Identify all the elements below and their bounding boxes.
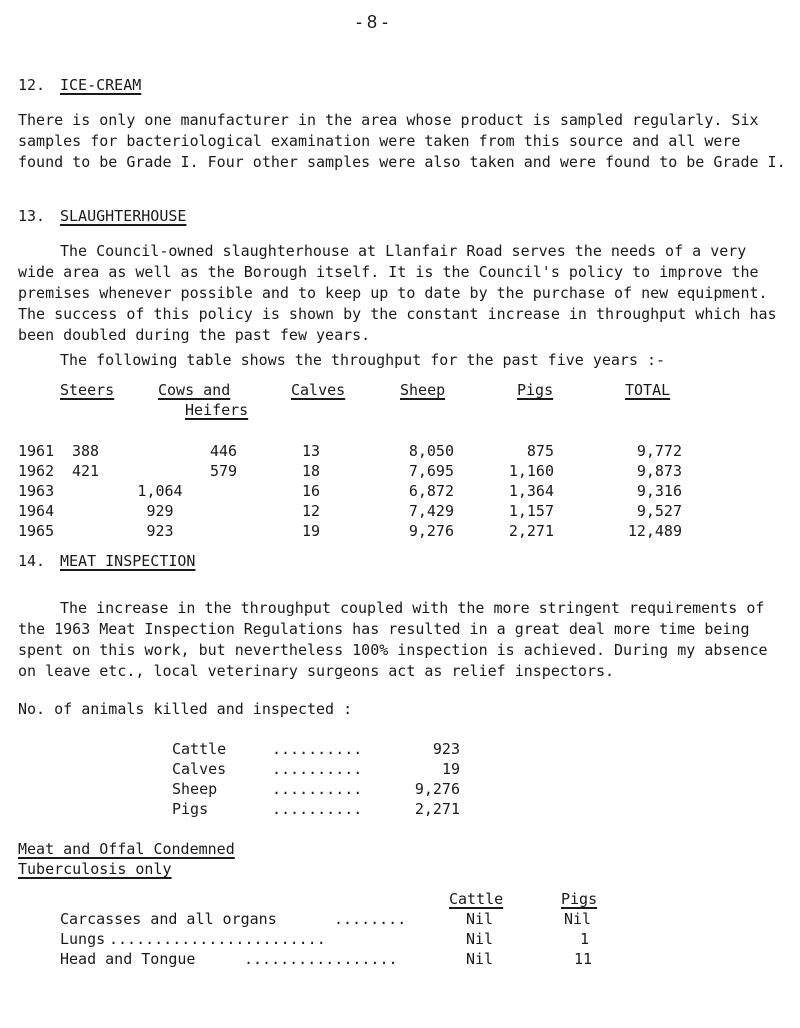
col-header-pigs: Pigs: [517, 381, 554, 399]
col-header-total: TOTAL: [625, 381, 671, 399]
row-pigs: 2,271: [508, 522, 554, 540]
leader-dots: ........................: [109, 930, 326, 948]
section-14-heading: MEAT INSPECTION: [60, 552, 196, 570]
row-sheep: 8,050: [408, 442, 454, 460]
leader-dots: .................: [244, 950, 398, 968]
condemned-label: Lungs: [60, 930, 106, 948]
row-pigs: 1,160: [508, 462, 554, 480]
section-14-number: 14.: [18, 552, 46, 570]
row-cows-steers-combined: 1,064: [137, 482, 183, 500]
condemned-header-pigs: Pigs: [561, 890, 598, 908]
killed-label: Sheep: [172, 780, 218, 798]
row-year: 1965: [18, 522, 55, 540]
condemned-label: Carcasses and all organs: [60, 910, 277, 928]
condemned-pigs: Nil: [564, 910, 592, 928]
condemned-cattle: Nil: [466, 930, 494, 948]
row-steers: 421: [72, 462, 100, 480]
killed-title: No. of animals killed and inspected :: [18, 700, 353, 718]
page-number: - 8 -: [356, 12, 389, 32]
killed-value: 923: [432, 740, 460, 758]
leader-dots: ........: [334, 910, 407, 928]
row-total: 9,316: [636, 482, 682, 500]
row-total: 9,873: [636, 462, 682, 480]
leader-dots: ..........: [272, 740, 363, 758]
section-14-text: The increase in the throughput coupled with the more stringent requirements of the 1963 Meat Inspection Regulations has resulted in a great deal more time being spent on this work, but nevertheless 100% inspection is achieved. During my absence on leave etc., local veterinary surgeons act as relief inspectors.: [18, 599, 768, 680]
col-header-calves: Calves: [291, 381, 346, 399]
section-12-heading: ICE-CREAM: [60, 76, 142, 94]
row-sheep: 6,872: [408, 482, 454, 500]
leader-dots: ..........: [272, 800, 363, 818]
leader-dots: ..........: [272, 760, 363, 778]
row-pigs: 1,364: [508, 482, 554, 500]
row-calves: 12: [301, 502, 320, 520]
row-year: 1962: [18, 462, 55, 480]
row-sheep: 7,429: [408, 502, 454, 520]
col-header-cows: Cows and: [158, 381, 231, 399]
section-12-text: There is only one manufacturer in the area whose product is sampled regularly. Six samples for bacteriological examination were taken from this source and all were found to be Grade I. Four other samples were also taken and were found to be Grade I.: [18, 111, 786, 171]
row-calves: 13: [301, 442, 320, 460]
killed-label: Cattle: [172, 740, 227, 758]
section-13-heading: SLAUGHTERHOUSE: [60, 207, 187, 225]
condemned-cattle: Nil: [466, 910, 494, 928]
condemned-pigs: 11: [574, 950, 593, 968]
section-13-text: The Council-owned slaughterhouse at Llanfair Road serves the needs of a very wide area as well as the Borough itself. It is the Council's policy to improve the premises whenever possible and to keep up to date by the purchase of new equipment. The success of this policy is shown by the constant increase in throughput which has been doubled during the past few years.: [18, 242, 777, 344]
col-header-sheep: Sheep: [400, 381, 446, 399]
leader-dots: ..........: [272, 780, 363, 798]
killed-value: 2,271: [414, 800, 460, 818]
killed-label: Calves: [172, 760, 227, 778]
row-pigs: 875: [526, 442, 554, 460]
condemned-label: Head and Tongue: [60, 950, 196, 968]
condemned-pigs: 1: [580, 930, 590, 948]
killed-value: 9,276: [414, 780, 460, 798]
row-cows-steers-combined: 929: [146, 502, 174, 520]
row-calves: 16: [301, 482, 320, 500]
row-year: 1964: [18, 502, 55, 520]
row-total: 9,527: [636, 502, 682, 520]
condemned-cattle: Nil: [466, 950, 494, 968]
col-header-steers: Steers: [60, 381, 115, 399]
row-calves: 18: [301, 462, 320, 480]
row-steers: 388: [72, 442, 100, 460]
row-year: 1963: [18, 482, 55, 500]
row-total: 9,772: [636, 442, 682, 460]
killed-label: Pigs: [172, 800, 209, 818]
section-12-number: 12.: [18, 76, 46, 94]
section-13-number: 13.: [18, 207, 46, 225]
table-intro: The following table shows the throughput for the past five years :-: [60, 351, 666, 369]
row-sheep: 7,695: [408, 462, 454, 480]
row-sheep: 9,276: [408, 522, 454, 540]
row-calves: 19: [301, 522, 320, 540]
row-pigs: 1,157: [508, 502, 554, 520]
tuberculosis-title: Tuberculosis only: [18, 860, 172, 878]
killed-value: 19: [441, 760, 460, 778]
condemned-header-cattle: Cattle: [449, 890, 504, 908]
col-header-heifers: Heifers: [185, 401, 249, 419]
row-cows: 579: [210, 462, 238, 480]
row-year: 1961: [18, 442, 55, 460]
row-cows-steers-combined: 923: [146, 522, 174, 540]
row-total: 12,489: [627, 522, 682, 540]
row-cows: 446: [210, 442, 238, 460]
condemned-title: Meat and Offal Condemned: [18, 840, 235, 858]
